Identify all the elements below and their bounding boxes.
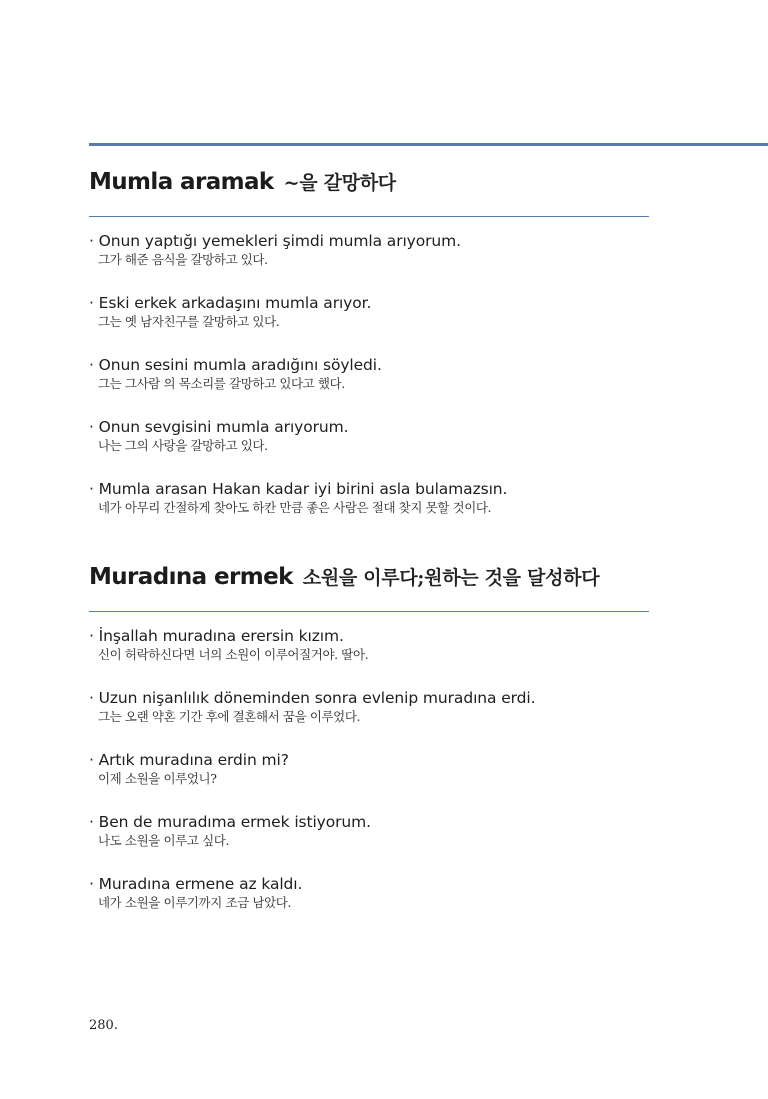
example-sentence-turkish: · Artık muradına erdin mi? xyxy=(89,751,289,769)
example-sentence-turkish: · Onun sevgisini mumla arıyorum. xyxy=(89,418,349,436)
example-sentence-turkish: · Onun yaptığı yemekleri şimdi mumla arıyorum. xyxy=(89,232,461,250)
example-sentence-turkish: · Ben de muradıma ermek istiyorum. xyxy=(89,813,371,831)
top-divider xyxy=(89,143,768,146)
example-item xyxy=(89,688,649,750)
idiom-heading xyxy=(89,168,649,202)
example-translation-korean: 나는 그의 사랑을 갈망하고 있다. xyxy=(98,438,268,453)
idiom-title-turkish: Mumla aramak xyxy=(89,169,274,195)
idiom-section-mumla-aramak xyxy=(89,168,649,541)
example-sentence-turkish: · İnşallah muradına erersin kızım. xyxy=(89,627,344,645)
example-sentence-turkish: · Mumla arasan Hakan kadar iyi birini asla bulamazsın. xyxy=(89,480,508,498)
example-translation-korean: 그는 옛 남자친구를 갈망하고 있다. xyxy=(98,314,280,329)
example-sentence-turkish: · Muradına ermene az kaldı. xyxy=(89,875,303,893)
page-number: 280. xyxy=(89,1018,118,1033)
example-translation-korean: 네가 소원을 이루기까지 조금 남았다. xyxy=(98,895,291,910)
example-list xyxy=(89,231,649,541)
example-sentence-turkish: · Eski erkek arkadaşını mumla arıyor. xyxy=(89,294,372,312)
example-translation-korean: 그가 해준 음식을 갈망하고 있다. xyxy=(98,252,268,267)
example-item xyxy=(89,874,649,936)
example-item xyxy=(89,626,649,688)
example-item xyxy=(89,417,649,479)
example-item xyxy=(89,479,649,541)
example-translation-korean: 나도 소원을 이루고 싶다. xyxy=(98,833,230,848)
heading-divider xyxy=(89,611,649,612)
example-translation-korean: 이제 소원을 이루었니? xyxy=(98,771,217,786)
idiom-title-korean: ~을 갈망하다 xyxy=(283,172,396,194)
example-translation-korean: 그는 오랜 약혼 기간 후에 결혼해서 꿈을 이루었다. xyxy=(98,709,361,724)
example-item xyxy=(89,750,649,812)
idiom-heading xyxy=(89,563,649,597)
example-sentence-turkish: · Onun sesini mumla aradığını söyledi. xyxy=(89,356,382,374)
heading-divider xyxy=(89,216,649,217)
example-item xyxy=(89,293,649,355)
idiom-title-korean: 소원을 이루다;원하는 것을 달성하다 xyxy=(302,567,600,589)
example-translation-korean: 신이 허락하신다면 너의 소원이 이루어질거야. 딸아. xyxy=(98,647,369,662)
idiom-section-muradina-ermek xyxy=(89,563,649,936)
example-item xyxy=(89,812,649,874)
example-item xyxy=(89,231,649,293)
example-translation-korean: 네가 아무리 간절하게 찾아도 하칸 만큼 좋은 사람은 절대 찾지 못할 것이다. xyxy=(98,500,492,515)
idiom-title-turkish: Muradına ermek xyxy=(89,564,293,590)
example-sentence-turkish: · Uzun nişanlılık döneminden sonra evlenip muradına erdi. xyxy=(89,689,536,707)
example-item xyxy=(89,355,649,417)
example-list xyxy=(89,626,649,936)
example-translation-korean: 그는 그사람 의 목소리를 갈망하고 있다고 했다. xyxy=(98,376,345,391)
